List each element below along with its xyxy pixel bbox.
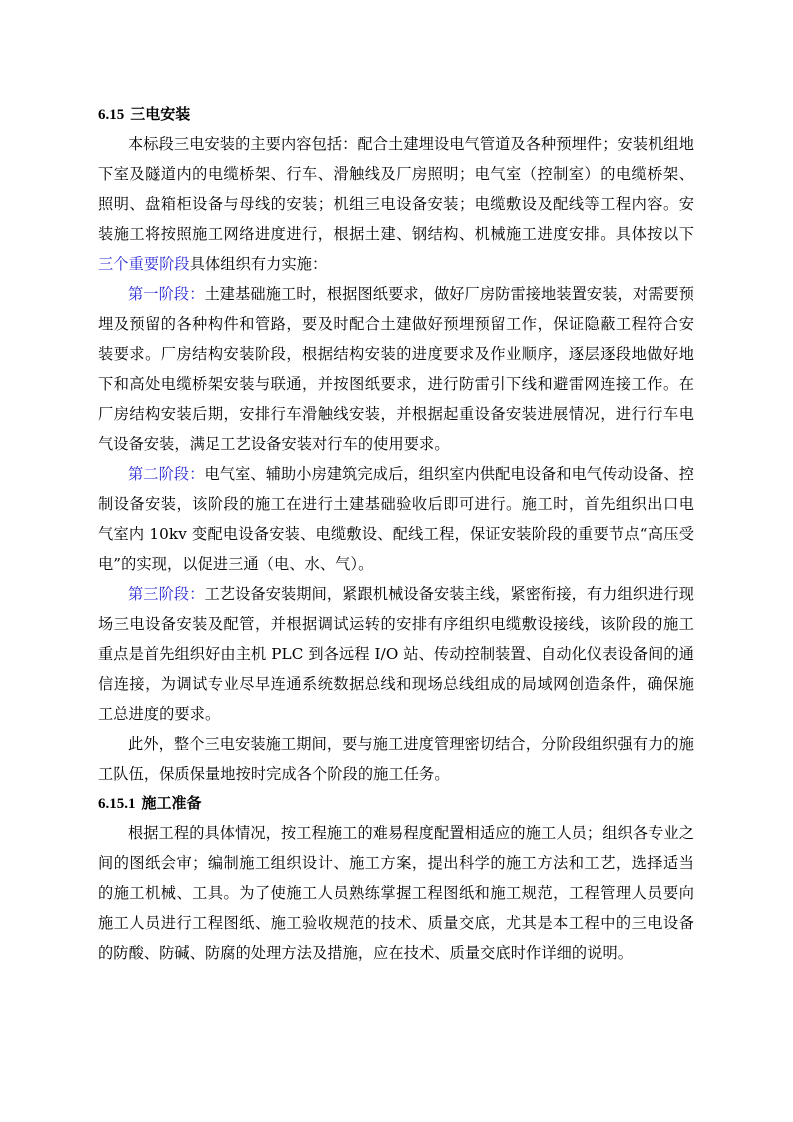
document-body — [98, 100, 694, 968]
intro-highlight: 三个重要阶段 — [98, 255, 190, 273]
stage-three-paragraph — [98, 579, 694, 729]
stage-one-text: 土建基础施工时，根据图纸要求，做好厂房防雷接地装置安装，对需要预埋及预留的各种构件和管路，要及时配合土建做好预埋预留工作，保证隐蔽工程符合安装要求。厂房结构安装阶段，根据结构安装的进度要求及作业顺序，逐层逐段地做好地下和高处电缆桥架安装与联通，并按图纸要求，进行防雷引下线和避雷网连接工作。在厂房结构安装后期，安排行车滑触线安装，并根据起重设备安装进展情况，进行行车电气设备安装，满足工艺设备安装对行车的使用要求。 — [98, 285, 695, 453]
intro-paragraph — [98, 129, 694, 279]
intro-text: 本标段三电安装的主要内容包括：配合土建埋设电气管道及各种预埋件；安装机组地下室及隧道内的电缆桥架、行车、滑触线及厂房照明；电气室（控制室）的电缆桥架、照明、盘箱柜设备与母线的安装；机组三电设备安装；电缆敷设及配线等工程内容。安装施工将按照施工网络进度进行，根据土建、钢结构、机械施工进度安排。具体按以下 — [98, 135, 694, 243]
stage-three-text: 工艺设备安装期间，紧跟机械设备安装主线，紧密衔接，有力组织进行现场三电设备安装及配管，并根据调试运转的安排有序组织电缆敷设接线，该阶段的施工重点是首先组织好由主机 PLC 到各远程 I/O 站、传动控制装置、自动化仪表设备间的通信连接，为调试专业尽早连通系统数据总线和现场总线组成的局域网创造条件，确保施工总进度的要求。 — [98, 585, 695, 723]
closing-paragraph: 此外，整个三电安装施工期间，要与施工进度管理密切结合，分阶段组织强有力的施工队伍，保质保量地按时完成各个阶段的施工任务。 — [98, 735, 694, 783]
section-title: 三电安装 — [130, 105, 191, 123]
section-heading — [98, 100, 694, 129]
section-number: 6.15 — [98, 107, 125, 123]
stage-one-label: 第一阶段： — [128, 285, 205, 303]
stage-one-paragraph — [98, 279, 694, 459]
stage-three-label: 第三阶段： — [128, 585, 205, 603]
preparation-paragraph: 根据工程的具体情况，按工程施工的难易程度配置相适应的施工人员；组织各专业之间的图纸会审；编制施工组织设计、施工方案，提出科学的施工方法和工艺，选择适当的施工机械、工具。为了使施工人员熟练掌握工程图纸和施工规范，工程管理人员要向施工人员进行工程图纸、施工验收规范的技术、质量交底，尤其是本工程中的三电设备的防酸、防碱、防腐的处理方法及措施，应在技术、质量交底时作详细的说明。 — [98, 824, 694, 962]
subsection-title: 施工准备 — [141, 794, 202, 812]
stage-two-label: 第二阶段： — [128, 465, 205, 483]
stage-two-paragraph — [98, 459, 694, 579]
subsection-heading — [98, 789, 694, 818]
stage-two-text: 电气室、辅助小房建筑完成后，组织室内供配电设备和电气传动设备、控制设备安装，该阶段的施工在进行土建基础验收后即可进行。施工时，首先组织出口电气室内 10kv 变配电设备安装、电缆敷设、配线工程，保证安装阶段的重要节点“高压受电”的实现，以促进三通（电、水、气）。 — [98, 465, 695, 573]
intro-text-end: 具体组织有力实施： — [189, 255, 328, 273]
subsection-number: 6.15.1 — [98, 796, 136, 812]
